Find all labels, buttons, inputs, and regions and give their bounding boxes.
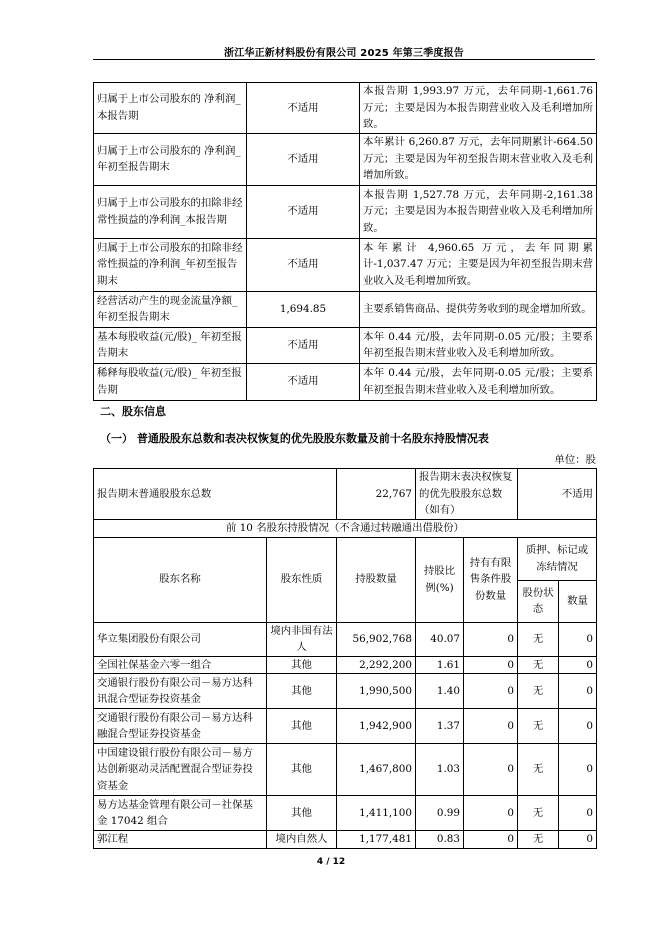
total-holders-value: 22,767 — [337, 469, 416, 520]
preferred-holders-value: 不适用 — [518, 469, 597, 520]
table-row — [94, 327, 597, 363]
header-row — [94, 537, 597, 580]
holder-pledge-status: 无 — [518, 744, 559, 796]
holder-ratio: 1.37 — [416, 709, 464, 744]
table-row — [94, 744, 597, 796]
holder-shares: 1,942,900 — [337, 709, 416, 744]
reason-cell: 本年 0.44 元/股，去年同期-0.05 元/股；主要系年初至报告期末营业收入及毛利增加所致。 — [360, 363, 597, 400]
header-rule — [93, 59, 595, 60]
holder-name: 华立集团股份有限公司 — [94, 622, 267, 656]
top10-caption: 前 10 名股东持股情况（不含通过转融通出借股份） — [94, 519, 597, 537]
profit-change-table — [93, 82, 597, 401]
holder-restricted: 0 — [464, 709, 518, 744]
table-row — [94, 796, 597, 831]
holder-nature: 其他 — [267, 796, 337, 831]
holder-restricted: 0 — [464, 796, 518, 831]
reason-cell: 主要系销售商品、提供劳务收到的现金增加所致。 — [360, 291, 597, 327]
subsection-title: （一） 普通股股东总数和表决权恢复的优先股股东数量及前十名股东持股情况表 — [100, 432, 489, 445]
holder-pledge-qty: 0 — [559, 744, 597, 796]
value-cell: 不适用 — [247, 133, 360, 185]
table-row — [94, 709, 597, 744]
table-row — [94, 238, 597, 291]
holder-shares: 1,411,100 — [337, 796, 416, 831]
reason-cell: 本年 0.44 元/股，去年同期-0.05 元/股；主要系年初至报告期末营业收入及毛利增加所致。 — [360, 327, 597, 363]
holder-pledge-status: 无 — [518, 622, 559, 656]
item-cell: 基本每股收益(元/股)_ 年初至报告期末 — [94, 327, 247, 363]
item-cell: 归属于上市公司股东的 净利润_年初至报告期末 — [94, 133, 247, 185]
col-header-pledge-qty: 数量 — [559, 580, 597, 622]
holder-name: 郭江程 — [94, 831, 267, 849]
holder-pledge-status: 无 — [518, 656, 559, 674]
col-header-ratio: 持股比例(%) — [416, 537, 464, 622]
holder-nature: 其他 — [267, 709, 337, 744]
holder-pledge-qty: 0 — [559, 674, 597, 709]
col-header-name: 股东名称 — [94, 537, 267, 622]
holder-name: 交通银行股份有限公司－易方达科融混合型证券投资基金 — [94, 709, 267, 744]
top10-caption-row — [94, 519, 597, 537]
col-header-restricted: 持有有限售条件股份数量 — [464, 537, 518, 622]
holder-ratio: 1.61 — [416, 656, 464, 674]
holder-ratio: 40.07 — [416, 622, 464, 656]
table-row — [94, 133, 597, 185]
reason-cell: 本报告期 1,527.78 万元，去年同期-2,161.38 万元；主要是因为本报告期营业收入及毛利增加所致。 — [360, 185, 597, 238]
holder-ratio: 0.83 — [416, 831, 464, 849]
total-holders-label: 报告期末普通股股东总数 — [94, 469, 337, 520]
item-cell: 归属于上市公司股东的扣除非经常性损益的净利润_本报告期 — [94, 185, 247, 238]
report-header: 浙江华正新材料股份有限公司 2025 年第三季度报告 — [224, 48, 464, 59]
holder-nature: 其他 — [267, 744, 337, 796]
preferred-holders-label: 报告期末表决权恢复的优先股股东总数（如有） — [416, 469, 518, 520]
value-cell: 不适用 — [247, 327, 360, 363]
page-number: 4 / 12 — [316, 857, 346, 867]
holder-restricted: 0 — [464, 622, 518, 656]
col-header-pledge: 质押、标记或冻结情况 — [518, 537, 597, 580]
holder-shares: 1,467,800 — [337, 744, 416, 796]
holder-ratio: 1.40 — [416, 674, 464, 709]
holder-shares: 1,990,500 — [337, 674, 416, 709]
holder-shares: 2,292,200 — [337, 656, 416, 674]
holder-shares: 56,902,768 — [337, 622, 416, 656]
holder-shares: 1,177,481 — [337, 831, 416, 849]
holder-pledge-status: 无 — [518, 674, 559, 709]
holder-pledge-qty: 0 — [559, 656, 597, 674]
holder-restricted: 0 — [464, 831, 518, 849]
value-cell: 1,694.85 — [247, 291, 360, 327]
reason-cell: 本年累计 4,960.65 万元，去年同期累计-1,037.47 万元；主要是因为年初至报告期末营业收入及毛利增加所致。 — [360, 238, 597, 291]
table-row — [94, 83, 597, 134]
holder-name: 易方达基金管理有限公司－社保基金 17042 组合 — [94, 796, 267, 831]
shareholders-table — [93, 468, 597, 849]
value-cell: 不适用 — [247, 185, 360, 238]
value-cell: 不适用 — [247, 363, 360, 400]
holder-pledge-qty: 0 — [559, 831, 597, 849]
holder-nature: 境内非国有法人 — [267, 622, 337, 656]
section-title: 二、股东信息 — [100, 405, 166, 418]
total-holders-row — [94, 469, 597, 520]
holder-nature: 其他 — [267, 674, 337, 709]
holder-pledge-status: 无 — [518, 796, 559, 831]
holder-pledge-qty: 0 — [559, 622, 597, 656]
table-row — [94, 831, 597, 849]
holder-ratio: 0.99 — [416, 796, 464, 831]
holder-ratio: 1.03 — [416, 744, 464, 796]
col-header-shares: 持股数量 — [337, 537, 416, 622]
holder-nature: 境内自然人 — [267, 831, 337, 849]
holder-pledge-qty: 0 — [559, 796, 597, 831]
col-header-nature: 股东性质 — [267, 537, 337, 622]
holder-restricted: 0 — [464, 744, 518, 796]
reason-cell: 本报告期 1,993.97 万元，去年同期-1,661.76 万元；主要是因为本报告期营业收入及毛利增加所致。 — [360, 83, 597, 134]
value-cell: 不适用 — [247, 238, 360, 291]
holder-name: 中国建设银行股份有限公司－易方达创新驱动灵活配置混合型证券投资基金 — [94, 744, 267, 796]
table-row — [94, 656, 597, 674]
holder-name: 交通银行股份有限公司－易方达科讯混合型证券投资基金 — [94, 674, 267, 709]
holder-restricted: 0 — [464, 674, 518, 709]
value-cell: 不适用 — [247, 83, 360, 134]
table-row — [94, 363, 597, 400]
reason-cell: 本年累计 6,260.87 万元，去年同期累计-664.50 万元；主要是因为年初至报告期末营业收入及毛利增加所致。 — [360, 133, 597, 185]
unit-label: 单位：股 — [554, 454, 596, 466]
holder-pledge-status: 无 — [518, 709, 559, 744]
col-header-pledge-status: 股份状态 — [518, 580, 559, 622]
holder-name: 全国社保基金六零一组合 — [94, 656, 267, 674]
table-row — [94, 185, 597, 238]
item-cell: 归属于上市公司股东的 净利润_本报告期 — [94, 83, 247, 134]
table-row — [94, 674, 597, 709]
item-cell: 稀释每股收益(元/股)_ 年初至报告期 — [94, 363, 247, 400]
holder-pledge-qty: 0 — [559, 709, 597, 744]
holder-nature: 其他 — [267, 656, 337, 674]
holder-pledge-status: 无 — [518, 831, 559, 849]
item-cell: 归属于上市公司股东的扣除非经常性损益的净利润_年初至报告期末 — [94, 238, 247, 291]
table-row — [94, 622, 597, 656]
item-cell: 经营活动产生的现金流量净额_年初至报告期末 — [94, 291, 247, 327]
holder-restricted: 0 — [464, 656, 518, 674]
table-row — [94, 291, 597, 327]
